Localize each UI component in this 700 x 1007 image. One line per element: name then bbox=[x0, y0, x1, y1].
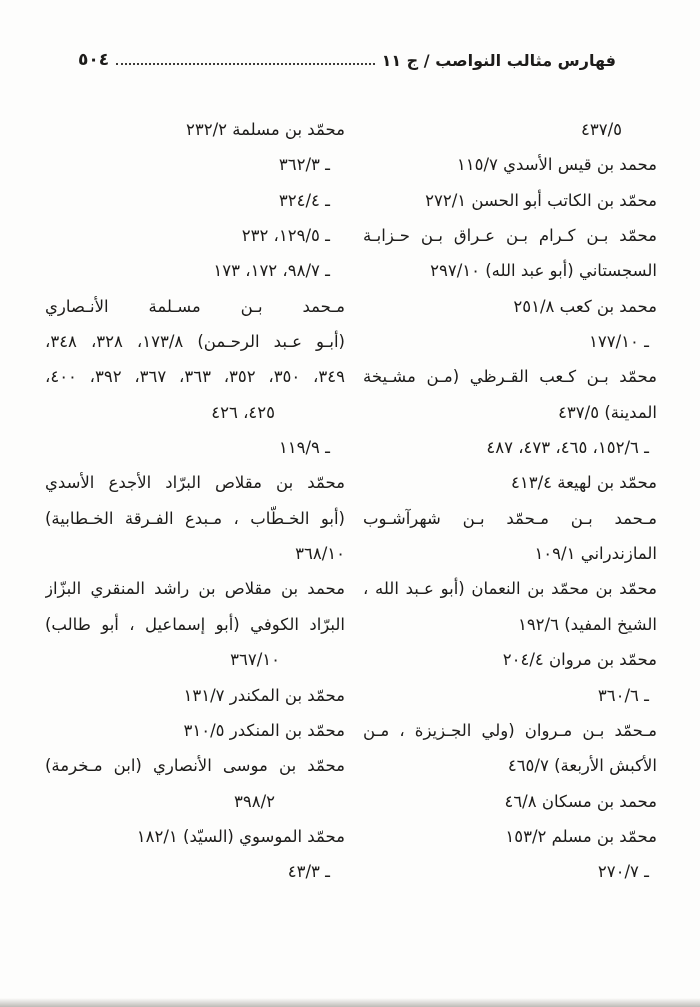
page-header bbox=[78, 50, 616, 70]
index-line: محمّد بن الكاتب أبو الحسن ٢٧٢/١ bbox=[425, 190, 657, 210]
index-line: محمّد بن مسلم ١٥٣/٢ bbox=[505, 826, 657, 846]
index-column-left bbox=[45, 112, 345, 890]
index-line: ـ ١٥٢/٦، ٤٦٥، ٤٧٣، ٤٨٧ bbox=[486, 438, 649, 458]
index-line: ـ ٢٧٠/٧ bbox=[597, 862, 649, 882]
index-line: الأكبش الأربعة) ٤٦٥/٧ bbox=[507, 756, 657, 776]
index-line: السجستاني (أبو عبد الله) ٢٩٧/١٠ bbox=[430, 261, 657, 281]
index-line: محمد بن مسكان ٤٦/٨ bbox=[504, 791, 657, 811]
page-number: ٥٠٤ bbox=[78, 50, 110, 70]
index-line: ٣٤٩، ٣٥٠، ٣٥٢، ٣٦٣، ٣٦٧، ٣٩٢، ٤٠٠، bbox=[45, 367, 345, 387]
index-line: مـحمد بـن مـحمّد بـن شهرآشـوب bbox=[363, 508, 657, 528]
index-line: محمّد بن المنكدر ٣١٠/٥ bbox=[183, 720, 345, 740]
dotted-leader bbox=[116, 63, 374, 65]
index-line: الشيخ المفيد) ١٩٢/٦ bbox=[517, 614, 657, 634]
index-line: ٣٦٧/١٠ bbox=[230, 650, 280, 670]
index-line: محمّد بن لهيعة ٤١٣/٤ bbox=[510, 473, 657, 493]
index-line: محمّد بن مروان ٢٠٤/٤ bbox=[502, 650, 657, 670]
index-line: مـحمّد بـن مـروان (ولي الجـزيزة ، مـن bbox=[363, 720, 657, 740]
index-line: محمد بن قيس الأسدي ١١٥/٧ bbox=[456, 155, 657, 175]
index-line: محمّد بن محمّد بن النعمان (أبو عـبد الله ، bbox=[363, 579, 657, 599]
index-line: محمّد بن موسى الأنصاري (ابن مـخرمة) bbox=[45, 756, 345, 776]
index-line: مـحمد بـن مسـلمة الأنـصاري bbox=[45, 296, 345, 316]
index-column-right bbox=[363, 112, 657, 890]
index-line: ـ ٣٢٤/٤ bbox=[278, 190, 330, 210]
index-line: محمّد بن مسلمة ٢٣٢/٢ bbox=[186, 120, 345, 139]
index-line: ـ ٣٦٠/٦ bbox=[597, 685, 649, 705]
index-line: المدينة) ٤٣٧/٥ bbox=[558, 402, 657, 422]
scan-bottom-shadow bbox=[0, 998, 700, 1007]
index-line: (أبو الخـطّاب ، مـبدع الفـرقة الخـطابية) bbox=[45, 508, 345, 528]
index-line: المازندراني ١٠٩/١ bbox=[534, 544, 657, 564]
index-line: ٣٩٨/٢ bbox=[233, 791, 275, 811]
index-line: محمد بن كعب ٢٥١/٨ bbox=[513, 296, 657, 316]
index-line: ـ ٩٨/٧، ١٧٢، ١٧٣ bbox=[213, 261, 330, 281]
index-line: ـ ١٢٩/٥، ٢٣٢ bbox=[241, 226, 330, 246]
index-line: ـ ٣٦٢/٣ bbox=[278, 155, 330, 175]
book-title: فهارس مثالب النواصب / ج ١١ bbox=[381, 51, 616, 70]
index-line: البرّاد الكوفي (أبو إسماعيل ، أبو طالب) bbox=[45, 614, 345, 634]
index-line: محمّد بـن كـرام بـن عـراق بـن حـزابـة bbox=[363, 226, 657, 246]
index-line: ـ ١٧٧/١٠ bbox=[589, 332, 649, 352]
index-line: ٤٢٥، ٤٢٦ bbox=[211, 402, 275, 422]
index-line: ـ ١١٩/٩ bbox=[278, 438, 330, 458]
index-line: محمّد بـن كـعب القـرظي (مـن مشـيخة bbox=[363, 367, 657, 387]
index-line: محمّد الموسوي (السيّد) ١٨٢/١ bbox=[136, 826, 345, 846]
index-line: ٣٦٨/١٠ bbox=[295, 544, 345, 564]
index-line: (أبـو عـبد الرحـمن) ١٧٣/٨، ٣٢٨، ٣٤٨، bbox=[45, 332, 345, 352]
index-line: محمّد بن مقلاص البرّاد الأجدع الأسدي bbox=[45, 473, 345, 493]
index-line: ٤٣٧/٥ bbox=[580, 120, 622, 139]
index-line: محمّد بن المكندر ١٣١/٧ bbox=[183, 685, 345, 705]
index-line: ـ ٤٣/٣ bbox=[287, 862, 330, 882]
index-line: محمد بن مقلاص بن راشد المنقري البزّاز bbox=[45, 579, 345, 599]
